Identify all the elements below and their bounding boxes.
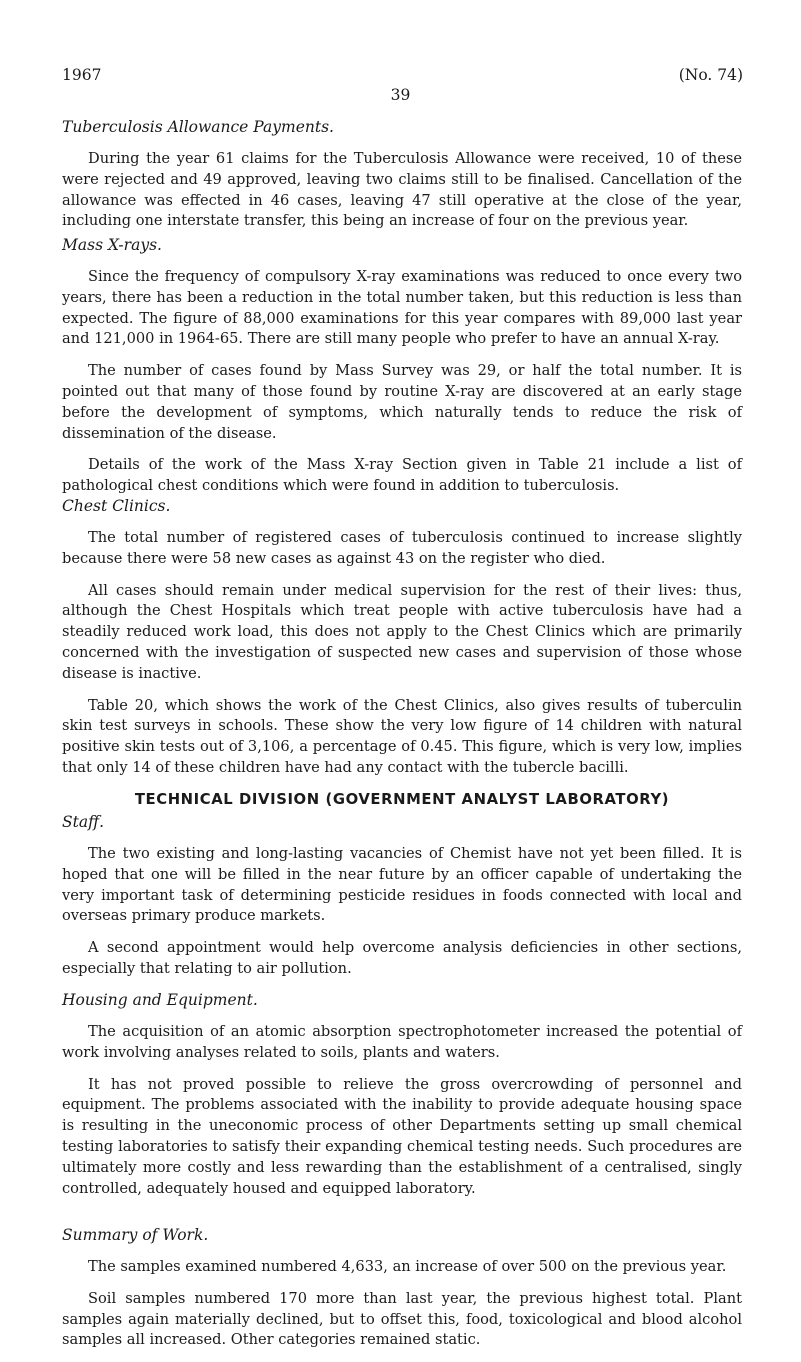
staff-paragraph-1: The two existing and long-lasting vacancies of Chemist have not yet been filled. It is hoped that one will be filled in the near future by an officer capable of undertaking the very important task of determining pesticide residues in foods connected with local and overseas primary produce markets. bbox=[62, 845, 742, 925]
mass-xrays-paragraph-2: The number of cases found by Mass Survey was 29, or half the total number. It is pointed out that many of those found by routine X-ray are discovered at an early stage before the development of symptoms, which naturally tends to reduce the risk of dissemination of the disease. bbox=[62, 362, 742, 442]
technical-division-title: TECHNICAL DIVISION (GOVERNMENT ANALYST LABORATORY) bbox=[134, 791, 670, 808]
section-tb-allowance bbox=[62, 117, 742, 243]
section-housing bbox=[62, 990, 742, 1210]
tb-allowance-heading: Tuberculosis Allowance Payments. bbox=[62, 118, 334, 136]
tb-allowance-paragraph: During the year 61 claims for the Tuberculosis Allowance were received, 10 of these were rejected and 49 approved, leaving two claims still to be finalised. Cancellation of the allowance was effected in 46 cases, leaving 47 still operative at the close of the year, including one interstate transfer, this being an increase of four on the previous year. bbox=[62, 150, 742, 230]
chest-clinics-paragraph-2: All cases should remain under medical supervision for the rest of their lives: thus, although the Chest Hospitals which treat people with active tuberculosis have had a steadily reduced work load, this does not apply to the Chest Clinics which are primarily concerned with the investigation of suspected new cases and supervision of those whose disease is inactive. bbox=[62, 581, 742, 682]
page-number: 39 bbox=[390, 86, 411, 104]
header-issue-number: (No. 74) bbox=[678, 66, 743, 84]
mass-xrays-paragraph-3: Details of the work of the Mass X-ray Section given in Table 21 include a list of pathological chest conditions which were found in addition to tuberculosis. bbox=[62, 456, 742, 495]
header-year: 1967 bbox=[62, 66, 102, 84]
section-summary bbox=[62, 1225, 742, 1362]
housing-heading: Housing and Equipment. bbox=[62, 991, 258, 1009]
chest-clinics-heading: Chest Clinics. bbox=[62, 497, 171, 515]
summary-paragraph-2: Soil samples numbered 170 more than last year, the previous highest total. Plant samples again materially declined, but to offset this, food, toxicological and blood alcohol samples all increased. Other categories remained static. bbox=[62, 1289, 742, 1349]
section-staff bbox=[62, 812, 742, 991]
housing-paragraph-1: The acquisition of an atomic absorption spectrophotometer increased the potential of work involving analyses related to soils, plants and waters. bbox=[62, 1023, 742, 1061]
summary-paragraph-1: The samples examined numbered 4,633, an increase of over 500 on the previous year. bbox=[88, 1258, 727, 1275]
chest-clinics-paragraph-3: Table 20, which shows the work of the Chest Clinics, also gives results of tuberculin skin test surveys in schools. These show the very low figure of 14 children with natural positive skin tests out of 3,106, a percentage of 0.45. This figure, which is very low, implies that only 14 of these children have had any contact with the tubercle bacilli. bbox=[62, 696, 742, 776]
mass-xrays-paragraph-1: Since the frequency of compulsory X-ray examinations was reduced to once every two years, there has been a reduction in the total number taken, but this reduction is less than expected. The figure of 88,000 examinations for this year compares with 89,000 last year and 121,000 in 1964-65. There are still many people who prefer to have an annual X-ray. bbox=[62, 268, 742, 348]
staff-paragraph-2: A second appointment would help overcome analysis deficiencies in other sections, especially that relating to air pollution. bbox=[62, 939, 742, 977]
housing-paragraph-2: It has not proved possible to relieve the gross overcrowding of personnel and equipment. The problems associated with the inability to provide adequate housing space is resulting in the uneconomic process of other Departments setting up small chemical testing laboratories to satisfy their expanding chemical testing needs. Such procedures are ultimately more costly and less rewarding than the establishment of a centralised, singly controlled, adequately housed and equipped laboratory. bbox=[62, 1075, 742, 1197]
section-mass-xrays bbox=[62, 235, 742, 508]
summary-heading: Summary of Work. bbox=[62, 1226, 209, 1244]
chest-clinics-paragraph-1: The total number of registered cases of tuberculosis continued to increase slightly because there were 58 new cases as against 43 on the register who died. bbox=[62, 529, 742, 567]
staff-heading: Staff. bbox=[62, 813, 104, 831]
section-chest-clinics bbox=[62, 496, 742, 790]
mass-xrays-heading: Mass X-rays. bbox=[62, 236, 162, 254]
